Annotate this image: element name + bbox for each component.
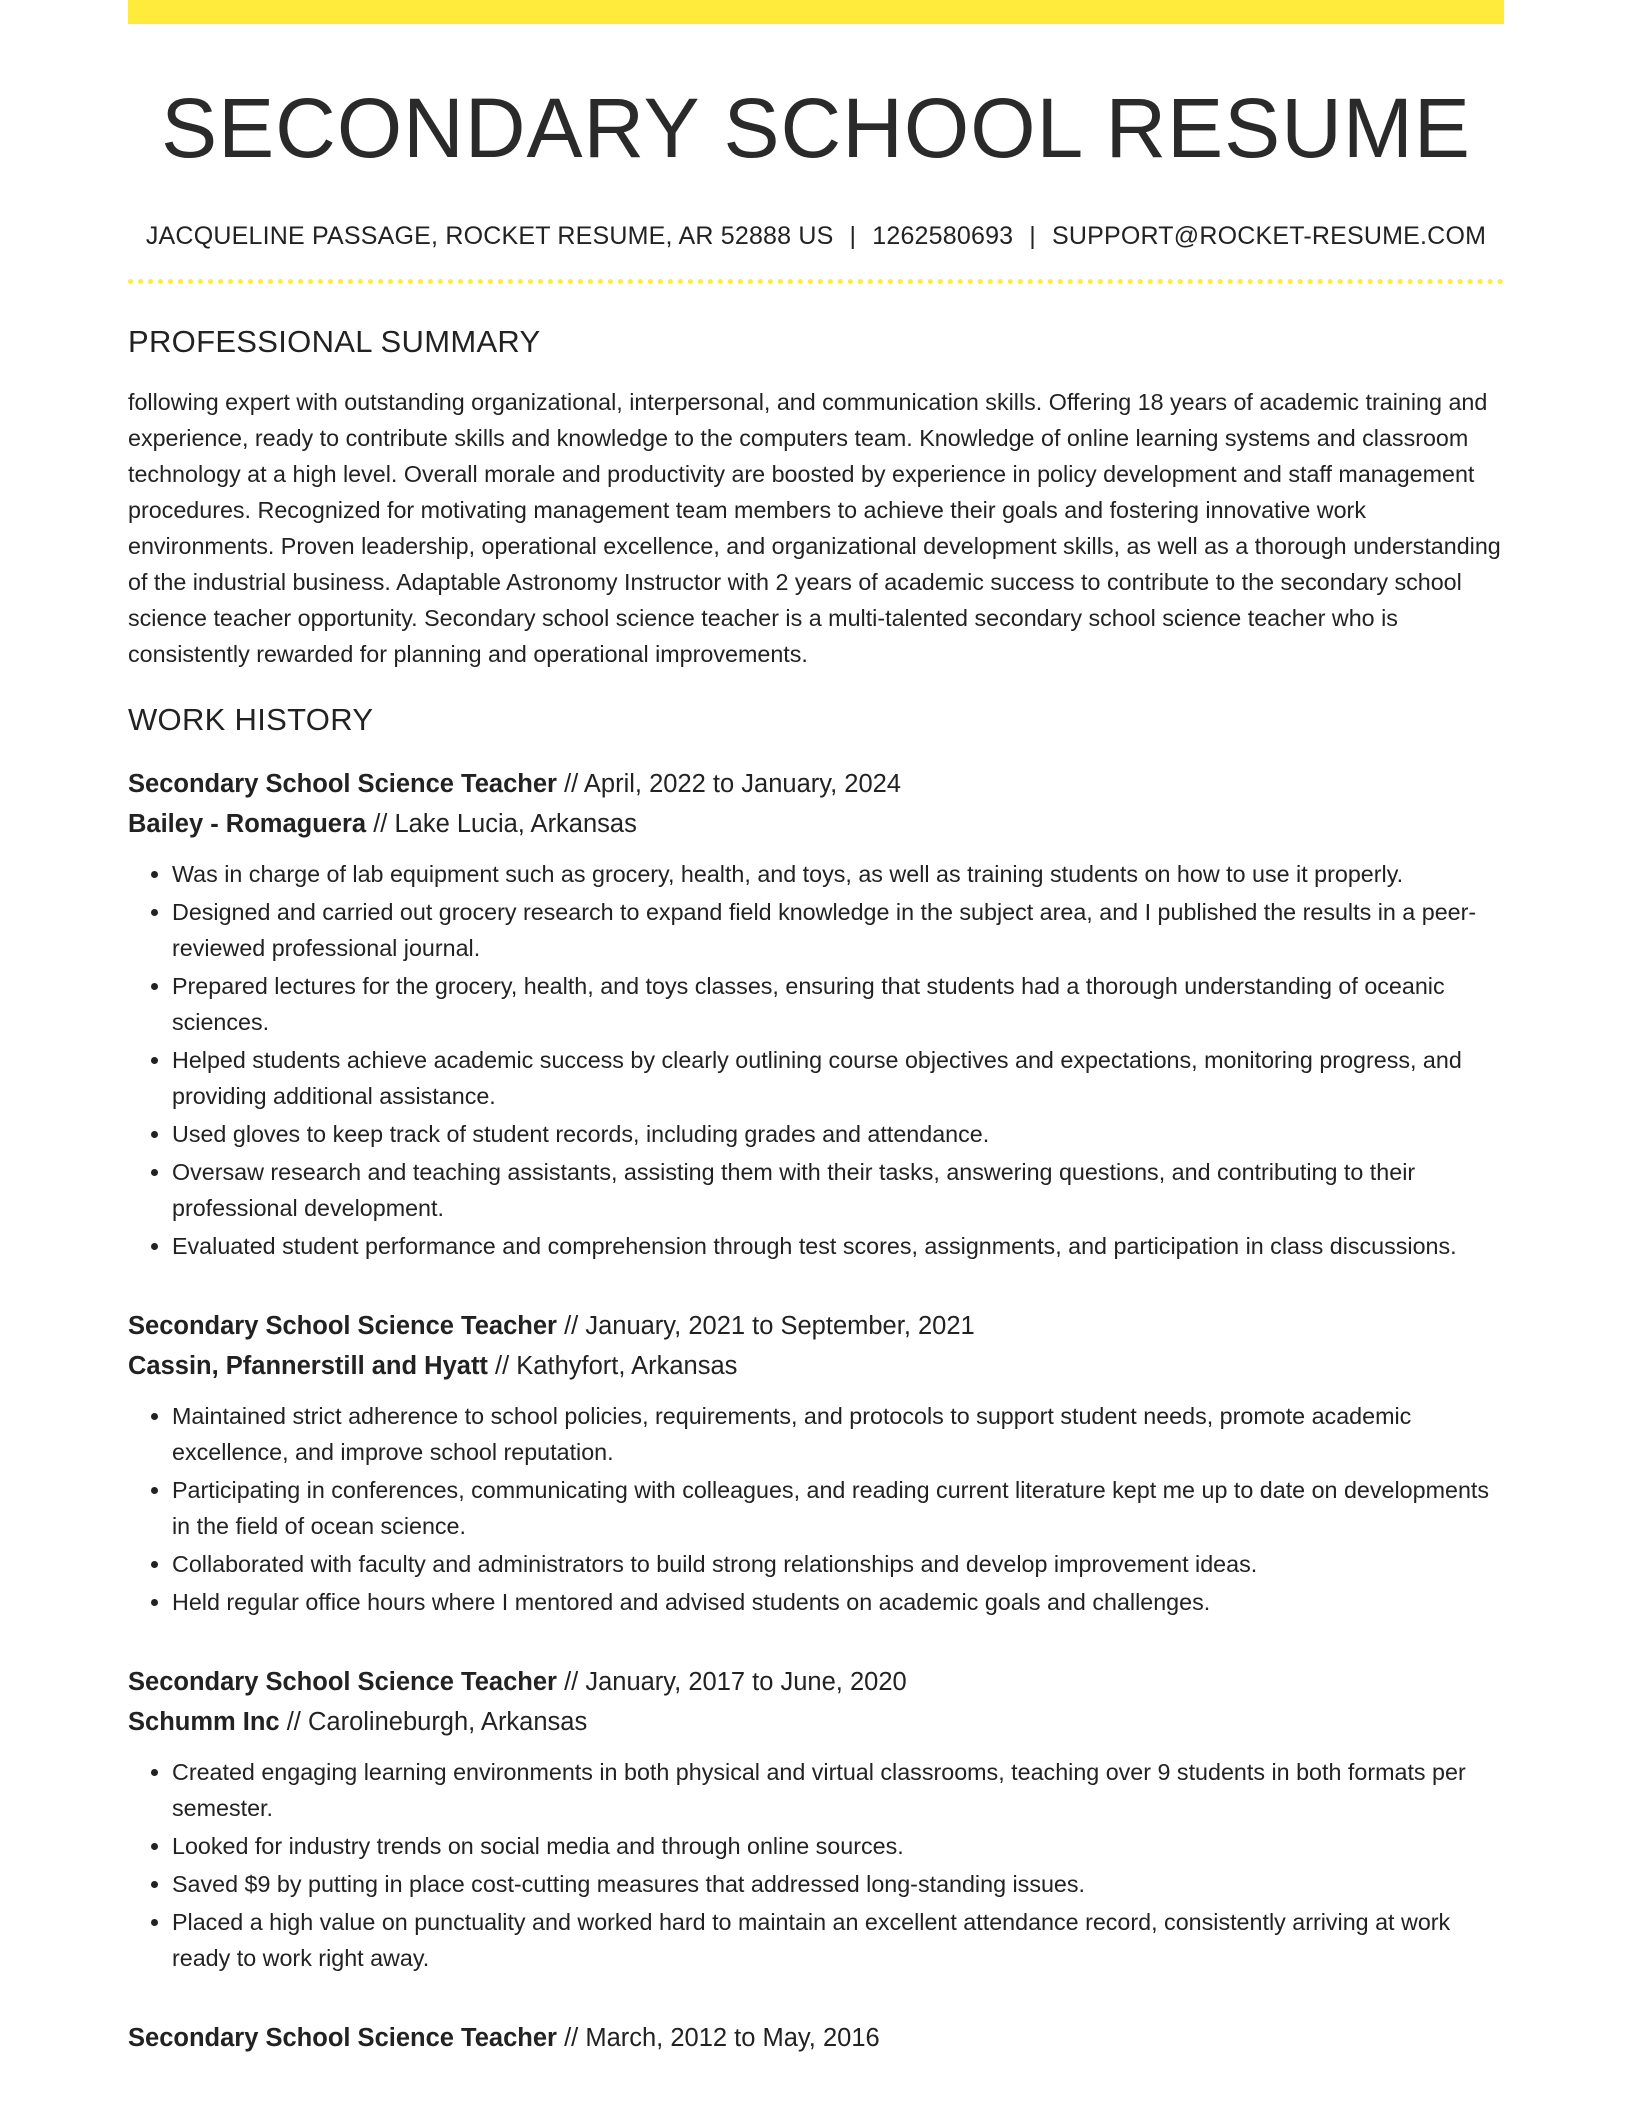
job-title-line [128,1306,1504,1346]
job-bullets [128,856,1504,1264]
list-item: • Held regular office hours where I mentored and advised students on academic goals and challenges. [172,1584,1504,1620]
accent-bar [128,0,1504,24]
date-separator: // [564,1312,579,1341]
work-history-list [128,764,1504,2058]
resume-page [128,0,1504,2058]
job-title: Secondary School Science Teacher [128,1668,557,1697]
job-bullets [128,1398,1504,1620]
list-item: • Prepared lectures for the grocery, health, and toys classes, ensuring that students had a thorough understanding of oceanic sciences. [172,968,1504,1040]
list-item: • Collaborated with faculty and administrators to build strong relationships and develop improvement ideas. [172,1546,1504,1582]
list-item: • Evaluated student performance and comprehension through test scores, assignments, and participation in class discussions. [172,1228,1504,1264]
list-item: • Saved $9 by putting in place cost-cutting measures that addressed long-standing issues. [172,1866,1504,1902]
job-entry [128,2018,1504,2058]
contact-line [128,222,1504,251]
job-company-line [128,1702,1504,1742]
location-separator: // [373,810,388,839]
summary-heading: PROFESSIONAL SUMMARY [128,324,541,360]
summary-text: following expert with outstanding organizational, interpersonal, and communication skills. Offering 18 years of academic training and experience, ready to contribute skills and knowledge to the computers team. Knowledge of online learning systems and classroom technology at a high level. Overall morale and productivity are boosted by experience in policy development and staff management procedures. Recognized for motivating management team members to achieve their goals and fostering innovative work environments. Proven leadership, operational excellence, and organizational development skills, as well as a thorough understanding of the industrial business. Adaptable Astronomy Instructor with 2 years of academic success to contribute to the secondary school science teacher opportunity. Secondary school science teacher is a multi-talented secondary school science teacher who is consistently rewarded for planning and operational improvements. [128,389,1501,668]
work-history-heading: WORK HISTORY [128,702,374,738]
job-company-line [128,1346,1504,1386]
job-company-line [128,804,1504,844]
job-dates: January, 2021 to September, 2021 [585,1312,975,1341]
date-separator: // [564,2024,579,2053]
job-title-line [128,764,1504,804]
list-item: • Used gloves to keep track of student records, including grades and attendance. [172,1116,1504,1152]
location-separator: // [286,1708,301,1737]
contact-separator: | [1029,222,1036,251]
list-item: • Participating in conferences, communicating with colleagues, and reading current literature kept me up to date on developments in the field of ocean science. [172,1472,1504,1544]
contact-address: JACQUELINE PASSAGE, ROCKET RESUME, AR 52888 US [145,222,834,251]
job-entry [128,1662,1504,1976]
date-separator: // [564,1668,579,1697]
job-entry [128,764,1504,1264]
company-location: Kathyfort, Arkansas [516,1352,738,1381]
job-dates: January, 2017 to June, 2020 [585,1668,907,1697]
list-item: • Designed and carried out grocery research to expand field knowledge in the subject area, and I published the results in a peer-reviewed professional journal. [172,894,1504,966]
list-item: • Placed a high value on punctuality and worked hard to maintain an excellent attendance record, consistently arriving at work ready to work right away. [172,1904,1504,1976]
job-dates: April, 2022 to January, 2024 [583,770,901,799]
list-item: • Was in charge of lab equipment such as grocery, health, and toys, as well as training students on how to use it properly. [172,856,1504,892]
job-entry [128,1306,1504,1620]
list-item: • Oversaw research and teaching assistants, assisting them with their tasks, answering questions, and contributing to their professional development. [172,1154,1504,1226]
list-item: • Maintained strict adherence to school policies, requirements, and protocols to support student needs, promote academic excellence, and improve school reputation. [172,1398,1504,1470]
contact-separator: | [849,222,857,251]
contact-email: SUPPORT@ROCKET-RESUME.COM [1051,222,1487,251]
job-title: Secondary School Science Teacher [128,2024,557,2053]
list-item: • Helped students achieve academic success by clearly outlining course objectives and expectations, monitoring progress, and providing additional assistance. [172,1042,1504,1114]
job-title: Secondary School Science Teacher [128,1312,557,1341]
job-title: Secondary School Science Teacher [128,770,557,799]
location-separator: // [495,1352,510,1381]
date-separator: // [564,770,579,799]
dotted-divider [128,279,1504,284]
company-location: Lake Lucia, Arkansas [394,810,637,839]
company-name: Bailey - Romaguera [128,810,367,839]
job-title-line [128,1662,1504,1702]
page-title: SECONDARY SCHOOL RESUME [161,81,1471,175]
company-location: Carolineburgh, Arkansas [307,1708,588,1737]
list-item: • Looked for industry trends on social media and through online sources. [172,1828,1504,1864]
company-name: Schumm Inc [128,1708,280,1737]
job-bullets [128,1754,1504,1976]
list-item: • Created engaging learning environments in both physical and virtual classrooms, teaching over 9 students in both formats per semester. [172,1754,1504,1826]
company-name: Cassin, Pfannerstill and Hyatt [128,1352,488,1381]
contact-phone: 1262580693 [872,222,1014,251]
job-title-line [128,2018,1504,2058]
job-dates: March, 2012 to May, 2016 [585,2024,880,2053]
